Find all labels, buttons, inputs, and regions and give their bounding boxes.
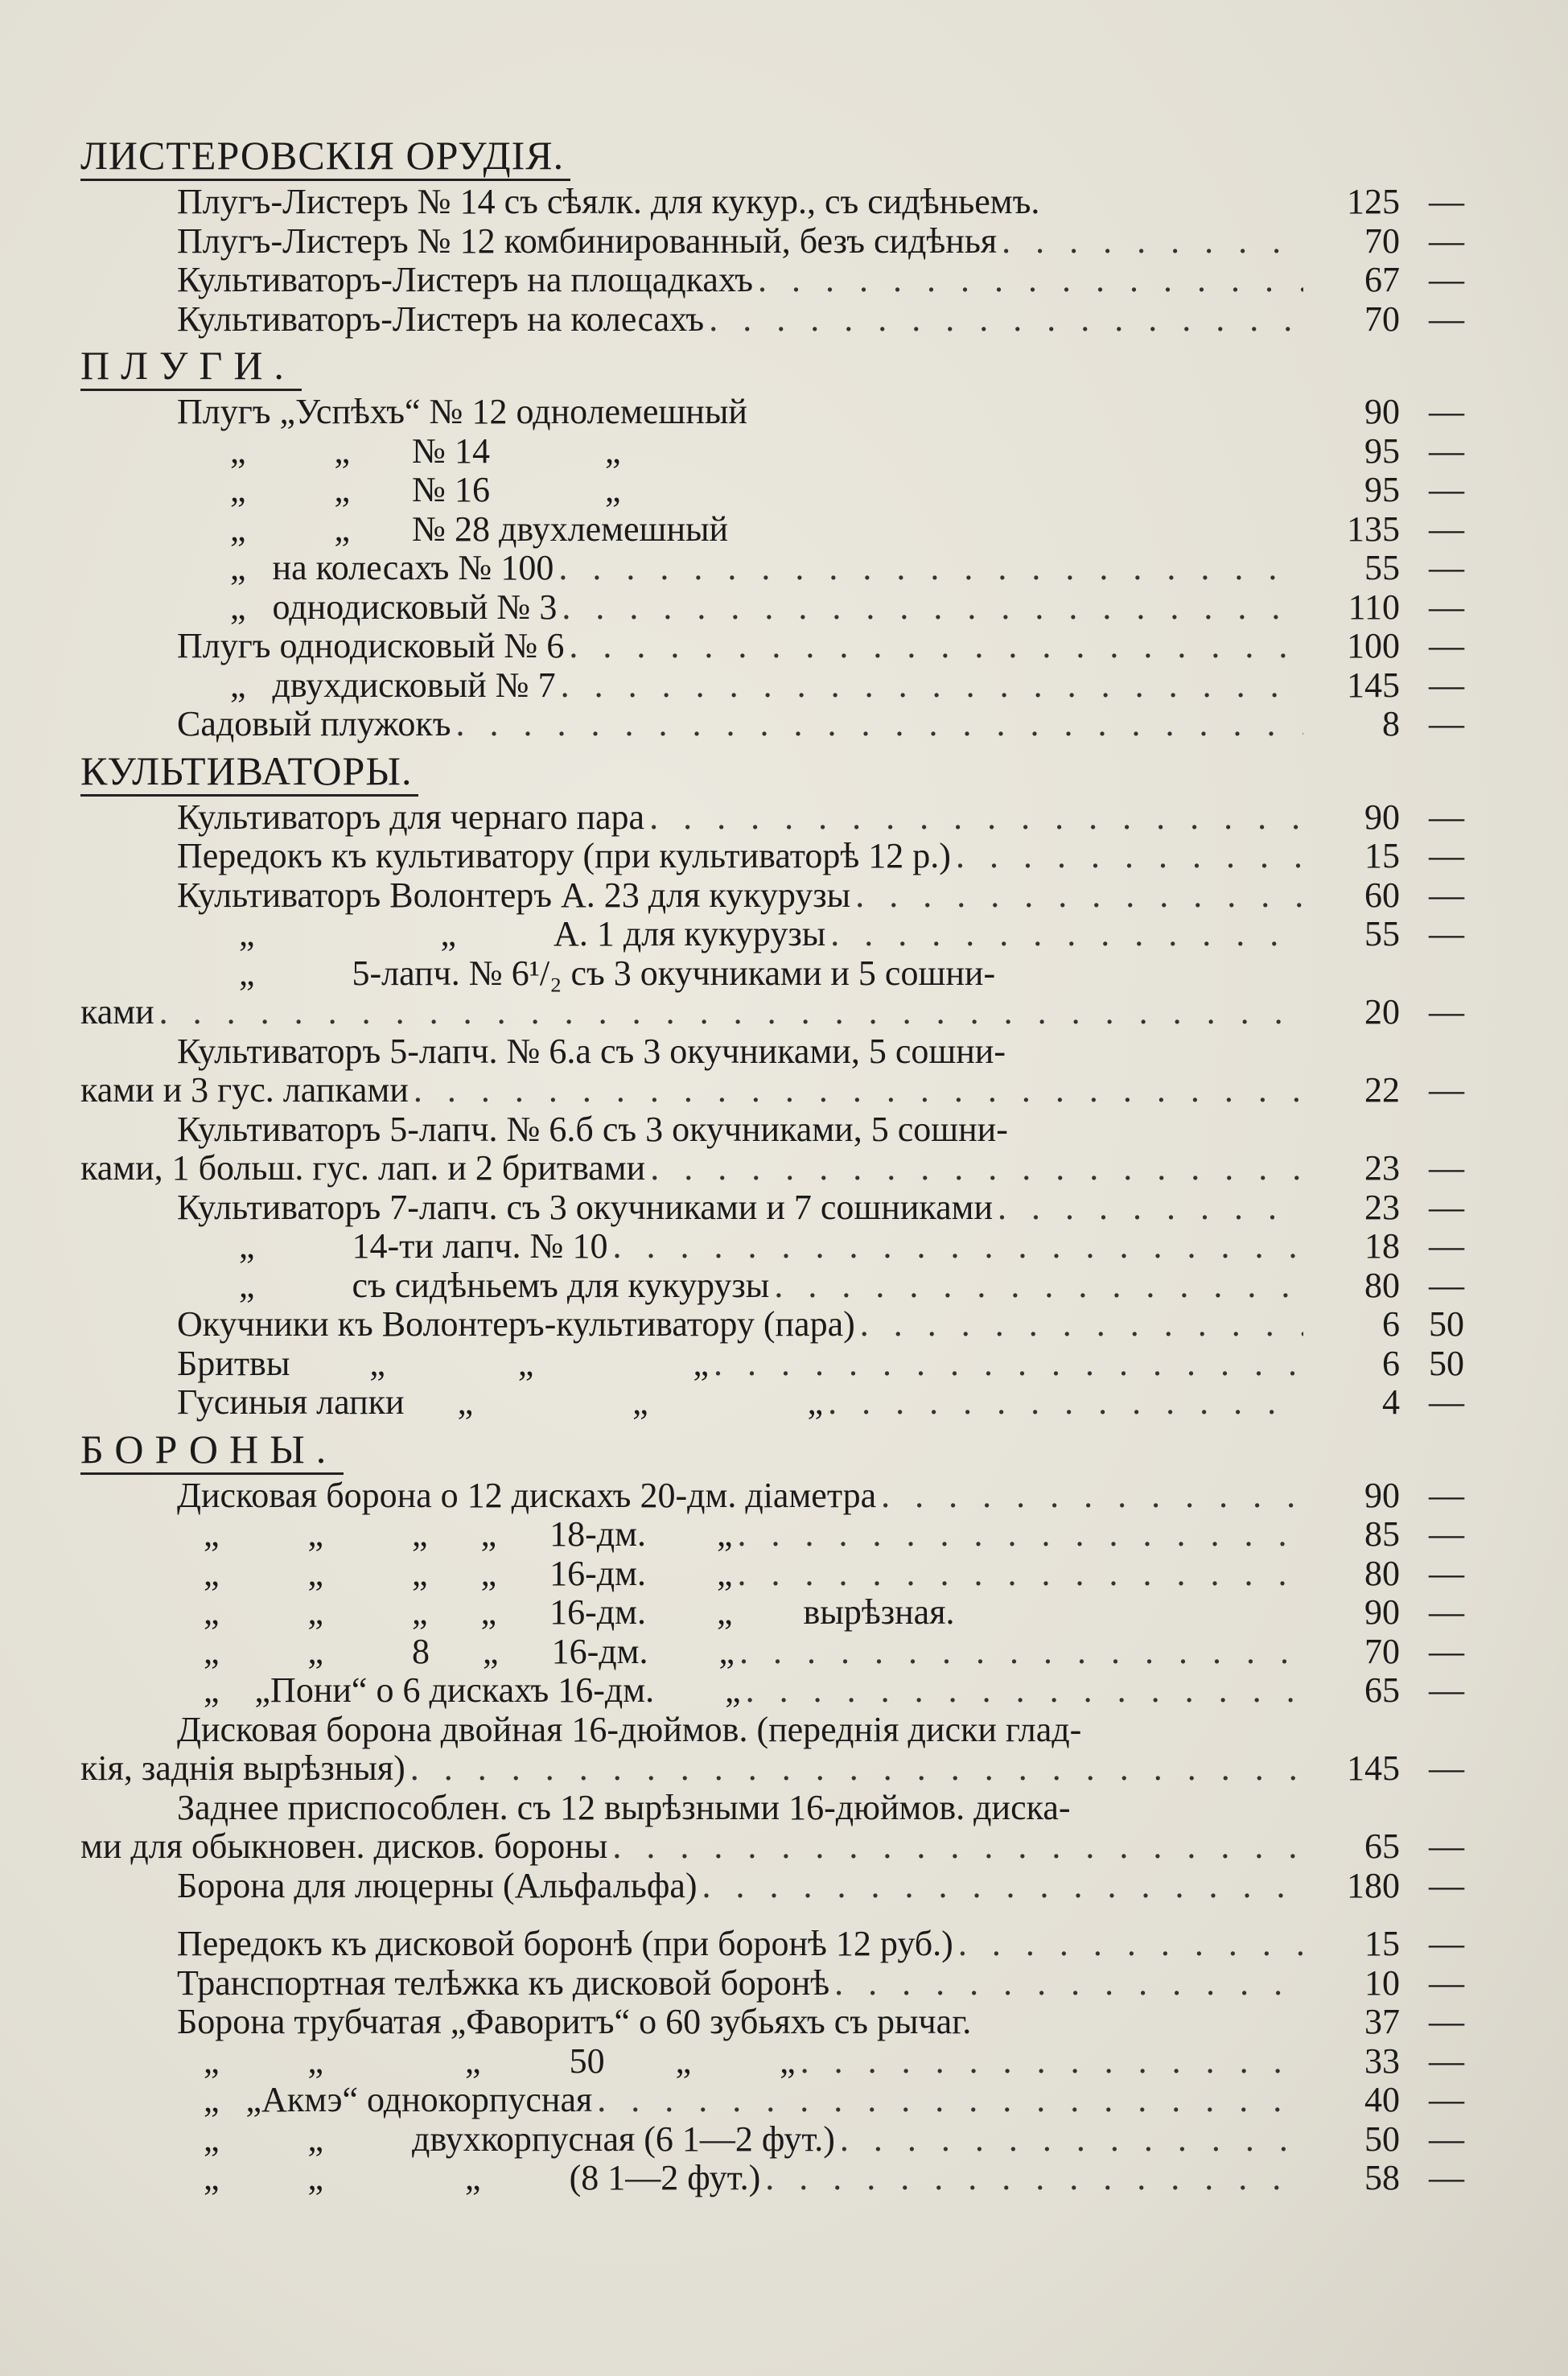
item-description: „ „Акмэ“ однокорпусная	[177, 2081, 593, 2119]
item-description: Борона трубчатая „Фаворитъ“ о 60 зубьяхъ съ рычаг.	[177, 2003, 972, 2041]
price-kopecks: —	[1429, 182, 1464, 221]
price-rubles: 80	[1364, 1265, 1400, 1305]
price-rubles: 100	[1347, 626, 1400, 665]
dot-leader	[557, 588, 1303, 628]
dot-leader	[953, 1925, 1303, 1964]
price-kopecks: —	[1429, 430, 1464, 471]
price-kopecks: —	[1429, 2002, 1464, 2041]
dot-leader	[951, 837, 1303, 876]
price-kopecks: —	[1429, 1924, 1464, 1963]
item-description: „ „ № 16 „	[177, 471, 621, 509]
price-rubles: 67	[1364, 260, 1400, 299]
price-row	[80, 1071, 1464, 1110]
price-row	[80, 954, 1464, 994]
price-row	[80, 1188, 1464, 1228]
dot-leader	[564, 627, 1303, 666]
dot-leader	[704, 300, 1303, 340]
price-row	[80, 471, 1464, 510]
dot-leader	[741, 1671, 1303, 1711]
price-kopecks: —	[1429, 1826, 1464, 1866]
price-kopecks: —	[1429, 626, 1464, 665]
price-row	[80, 393, 1464, 432]
price-row	[80, 549, 1464, 588]
price-row	[80, 666, 1464, 706]
price-rubles: 95	[1364, 470, 1400, 509]
price-kopecks: —	[1429, 587, 1464, 627]
price-row	[80, 2042, 1464, 2082]
dot-leader	[645, 1149, 1303, 1188]
price-rubles: 58	[1364, 2158, 1400, 2197]
item-description: „ „ „ 50 „ „	[177, 2041, 796, 2081]
spacer	[80, 1905, 1464, 1925]
price-row	[80, 876, 1464, 916]
price-row	[80, 183, 1464, 222]
price-kopecks: —	[1429, 992, 1464, 1032]
item-description: „ „ „ „ 16-дм. „	[177, 1554, 733, 1593]
price-rubles: 33	[1364, 2040, 1400, 2081]
item-description: Дисковая борона двойная 16-дюймов. (переднiя диски глад-	[177, 1710, 1082, 1749]
price-rubles: 37	[1364, 2002, 1400, 2041]
item-description: Передокъ къ культиватору (при культиваторѣ 12 р.)	[177, 837, 951, 875]
price-row	[80, 1711, 1464, 1750]
item-description: Транспортная телѣжка къ дисковой боронѣ	[177, 1963, 830, 2003]
price-rubles: 20	[1364, 992, 1400, 1032]
item-description: ками и 3 гус. лапками	[80, 1071, 409, 1110]
item-description: Плугъ-Листеръ № 12 комбинированный, безъ сидѣнья	[177, 221, 998, 261]
item-description: кiя, заднiя вырѣзныя)	[80, 1749, 405, 1788]
price-row	[80, 1383, 1464, 1423]
price-row	[80, 2159, 1464, 2198]
price-row	[80, 261, 1464, 300]
price-rubles: 55	[1364, 548, 1400, 587]
item-description: „ двухдисковый № 7	[177, 665, 556, 705]
item-description: Культиваторъ 7-лапч. съ 3 окучниками и 7 сошниками	[177, 1188, 994, 1227]
item-description: Окучники къ Волонтеръ-культиватору (пара)	[177, 1305, 855, 1344]
price-row	[80, 1867, 1464, 1906]
item-description: „ „ „ „ 18-дм. „	[177, 1515, 733, 1554]
price-kopecks: —	[1429, 1070, 1464, 1110]
price-kopecks: —	[1429, 1382, 1464, 1422]
price-row	[80, 705, 1464, 744]
section-items	[80, 1476, 1464, 2198]
item-description: „ „ А. 1 для кукурузы	[177, 915, 826, 953]
price-rubles: 70	[1364, 220, 1400, 261]
item-description: Культиваторъ для чернаго пара	[177, 797, 645, 837]
price-kopecks: —	[1429, 2119, 1464, 2159]
price-kopecks: —	[1429, 260, 1464, 299]
price-list	[80, 129, 1464, 2198]
price-kopecks: —	[1429, 704, 1464, 743]
price-kopecks: —	[1429, 1631, 1464, 1671]
price-rubles: 65	[1364, 1670, 1400, 1710]
item-description: „ съ сидѣньемъ для кукурузы	[177, 1266, 770, 1305]
dot-leader	[709, 1344, 1303, 1384]
dot-leader	[409, 1071, 1303, 1110]
price-rubles: 10	[1364, 1962, 1400, 2003]
price-kopecks: —	[1429, 1962, 1464, 2003]
item-description: Плугъ „Успѣхъ“ № 12 однолемешный	[177, 393, 747, 431]
price-row	[80, 837, 1464, 876]
price-rubles: 15	[1364, 1924, 1400, 1963]
dot-leader	[753, 261, 1303, 300]
price-kopecks: —	[1429, 2080, 1464, 2119]
price-kopecks: —	[1429, 392, 1464, 431]
price-row	[80, 1476, 1464, 1516]
item-description: Передокъ къ дисковой боронѣ (при боронѣ 12 руб.)	[177, 1925, 953, 1963]
dot-leader	[796, 2042, 1303, 2082]
item-description: Культиваторъ-Листеръ на колесахъ	[177, 299, 705, 339]
price-kopecks: —	[1429, 1475, 1464, 1515]
dot-leader	[733, 1554, 1303, 1594]
price-rubles: 6	[1382, 1304, 1400, 1344]
price-rubles: 70	[1364, 299, 1400, 339]
dot-leader	[733, 1515, 1303, 1554]
dot-leader	[760, 2159, 1303, 2198]
price-row	[80, 1749, 1464, 1789]
item-description: Культиваторъ 5-лапч. № 6.а съ 3 окучниками, 5 сошни-	[177, 1032, 1006, 1071]
dot-leader	[556, 666, 1303, 706]
price-row	[80, 2003, 1464, 2042]
dot-leader	[993, 1188, 1303, 1228]
price-rubles: 135	[1347, 509, 1400, 549]
price-rubles: 22	[1364, 1070, 1400, 1110]
section-title: БОРОНЫ.	[80, 1426, 344, 1475]
price-rubles: 4	[1382, 1382, 1400, 1422]
price-rubles: 15	[1364, 836, 1400, 875]
price-row	[80, 1032, 1464, 1072]
dot-leader	[735, 1633, 1303, 1672]
price-rubles: 6	[1382, 1343, 1400, 1383]
price-rubles: 40	[1364, 2080, 1400, 2119]
price-rubles: 55	[1364, 914, 1400, 953]
item-description: Заднее приспособлен. съ 12 вырѣзными 16-дюймов. диска-	[177, 1788, 1071, 1827]
dot-leader	[554, 549, 1303, 588]
price-rubles: 85	[1364, 1514, 1400, 1554]
item-description: „ „Пони“ о 6 дискахъ 16-дм. „	[177, 1671, 741, 1710]
price-row	[80, 300, 1464, 340]
price-kopecks: —	[1429, 509, 1464, 549]
price-row	[80, 2081, 1464, 2120]
price-rubles: 50	[1364, 2119, 1400, 2159]
price-rubles: 23	[1364, 1148, 1400, 1188]
price-row	[80, 915, 1464, 954]
item-description: „ 14-ти лапч. № 10	[177, 1227, 608, 1266]
dot-leader	[823, 1383, 1303, 1423]
section-items	[80, 393, 1464, 744]
dot-leader	[451, 705, 1303, 744]
price-kopecks: —	[1429, 1865, 1464, 1905]
price-kopecks: —	[1429, 299, 1464, 339]
price-rubles: 180	[1347, 1865, 1400, 1905]
item-description: „ „ „ (8 1—2 фут.)	[177, 2159, 761, 2197]
price-kopecks: —	[1429, 1187, 1464, 1227]
price-rubles: 125	[1347, 182, 1400, 221]
price-row	[80, 510, 1464, 550]
price-kopecks: —	[1429, 2040, 1464, 2081]
item-description: Бритвы „ „ „	[177, 1344, 709, 1383]
price-rubles: 70	[1364, 1631, 1400, 1671]
price-kopecks: —	[1429, 548, 1464, 587]
price-row	[80, 1266, 1464, 1306]
price-row	[80, 1671, 1464, 1711]
price-row	[80, 588, 1464, 628]
price-kopecks: —	[1429, 1592, 1464, 1632]
dot-leader	[607, 1827, 1303, 1867]
price-rubles: 8	[1382, 704, 1400, 743]
dot-leader	[698, 1867, 1303, 1906]
price-row	[80, 1110, 1464, 1150]
price-row	[80, 1633, 1464, 1672]
price-row	[80, 1827, 1464, 1867]
price-kopecks: 50	[1429, 1304, 1464, 1344]
dot-leader	[644, 798, 1303, 838]
dot-leader	[405, 1749, 1303, 1789]
item-description: „ однодисковый № 3	[177, 587, 558, 627]
section-title: ПЛУГИ.	[80, 342, 302, 391]
price-kopecks: —	[1429, 1226, 1464, 1266]
item-description: ми для обыкновен. дисков. бороны	[80, 1827, 608, 1866]
price-rubles: 90	[1364, 1592, 1400, 1632]
price-row	[80, 1149, 1464, 1188]
price-rubles: 90	[1364, 392, 1400, 431]
price-kopecks: —	[1429, 470, 1464, 509]
item-description: „ „ 8 „ 16-дм. „	[177, 1632, 735, 1671]
price-row	[80, 1305, 1464, 1344]
price-kopecks: —	[1429, 1514, 1464, 1554]
price-kopecks: 50	[1429, 1343, 1464, 1383]
price-kopecks: —	[1429, 665, 1464, 705]
dot-leader	[829, 1964, 1303, 2003]
price-rubles: 65	[1364, 1826, 1400, 1866]
price-row	[80, 993, 1464, 1032]
price-rubles: 90	[1364, 797, 1400, 837]
price-kopecks: —	[1429, 220, 1464, 261]
item-description: Плугъ однодисковый № 6	[177, 627, 565, 665]
item-description: Дисковая борона о 12 дискахъ 20-дм. дiаметра	[177, 1476, 877, 1515]
section-title: КУЛЬТИВАТОРЫ.	[80, 747, 418, 797]
item-description: Культиваторъ Волонтеръ А. 23 для кукурузы	[177, 875, 851, 915]
price-kopecks: —	[1429, 1748, 1464, 1788]
item-description: Культиваторъ-Листеръ на площадкахъ	[177, 261, 753, 299]
item-description: Борона для люцерны (Альфальфа)	[177, 1866, 698, 1905]
item-description: Плугъ-Листеръ № 14 съ сѣялк. для кукур., съ сидѣньемъ.	[177, 183, 1040, 221]
price-row	[80, 798, 1464, 838]
price-rubles: 18	[1364, 1226, 1400, 1266]
item-description: „ „ „ „ 16-дм. „ вырѣзная.	[177, 1593, 955, 1632]
dot-leader	[997, 222, 1303, 261]
price-kopecks: —	[1429, 1265, 1464, 1305]
dot-leader	[769, 1266, 1303, 1306]
price-row	[80, 222, 1464, 261]
item-description: Гусиныя лапки „ „ „	[177, 1383, 824, 1422]
price-kopecks: —	[1429, 875, 1464, 915]
section-title: ЛИСТЕРОВСКIЯ ОРУДIЯ.	[80, 132, 570, 181]
price-kopecks: —	[1429, 836, 1464, 875]
dot-leader	[825, 915, 1303, 954]
item-description: ками	[80, 993, 154, 1032]
item-description: ками, 1 больш. гус. лап. и 2 бритвами	[80, 1149, 646, 1188]
price-rubles: 23	[1364, 1187, 1400, 1227]
price-row	[80, 627, 1464, 666]
price-rubles: 110	[1348, 587, 1400, 627]
price-kopecks: —	[1429, 1553, 1464, 1593]
price-row	[80, 432, 1464, 471]
price-rubles: 60	[1364, 875, 1400, 915]
price-row	[80, 1925, 1464, 1964]
price-rubles: 90	[1364, 1475, 1400, 1515]
section-items	[80, 183, 1464, 339]
price-row	[80, 2120, 1464, 2160]
price-row	[80, 1964, 1464, 2003]
price-row	[80, 1554, 1464, 1594]
price-kopecks: —	[1429, 797, 1464, 837]
price-row	[80, 1227, 1464, 1266]
item-description: „ 5-лапч. № 6¹/₂ съ 3 окучниками и 5 сошни-	[177, 953, 996, 993]
price-row	[80, 1344, 1464, 1384]
price-rubles: 95	[1364, 430, 1400, 471]
dot-leader	[850, 876, 1303, 916]
price-kopecks: —	[1429, 2158, 1464, 2197]
dot-leader	[608, 1227, 1303, 1266]
item-description: „ „ № 28 двухлемешный	[177, 509, 729, 549]
dot-leader	[154, 993, 1303, 1032]
price-row	[80, 1789, 1464, 1828]
price-rubles: 80	[1364, 1553, 1400, 1593]
price-kopecks: —	[1429, 914, 1464, 953]
dot-leader	[592, 2081, 1303, 2120]
price-rubles: 145	[1347, 1748, 1400, 1788]
dot-leader	[876, 1476, 1303, 1516]
item-description: „ „ двухкорпусная (6 1—2 фут.)	[177, 2119, 835, 2159]
item-description: Садовый плужокъ	[177, 705, 451, 743]
price-kopecks: —	[1429, 1670, 1464, 1710]
price-row	[80, 1593, 1464, 1633]
section-items	[80, 798, 1464, 1423]
dot-leader	[855, 1305, 1303, 1344]
price-rubles: 145	[1347, 665, 1400, 705]
item-description: Культиваторъ 5-лапч. № 6.б съ 3 окучниками, 5 сошни-	[177, 1110, 1008, 1149]
price-kopecks: —	[1429, 1148, 1464, 1188]
item-description: „ „ № 14 „	[177, 431, 621, 471]
dot-leader	[835, 2120, 1303, 2160]
item-description: „ на колесахъ № 100	[177, 549, 554, 587]
price-row	[80, 1515, 1464, 1554]
